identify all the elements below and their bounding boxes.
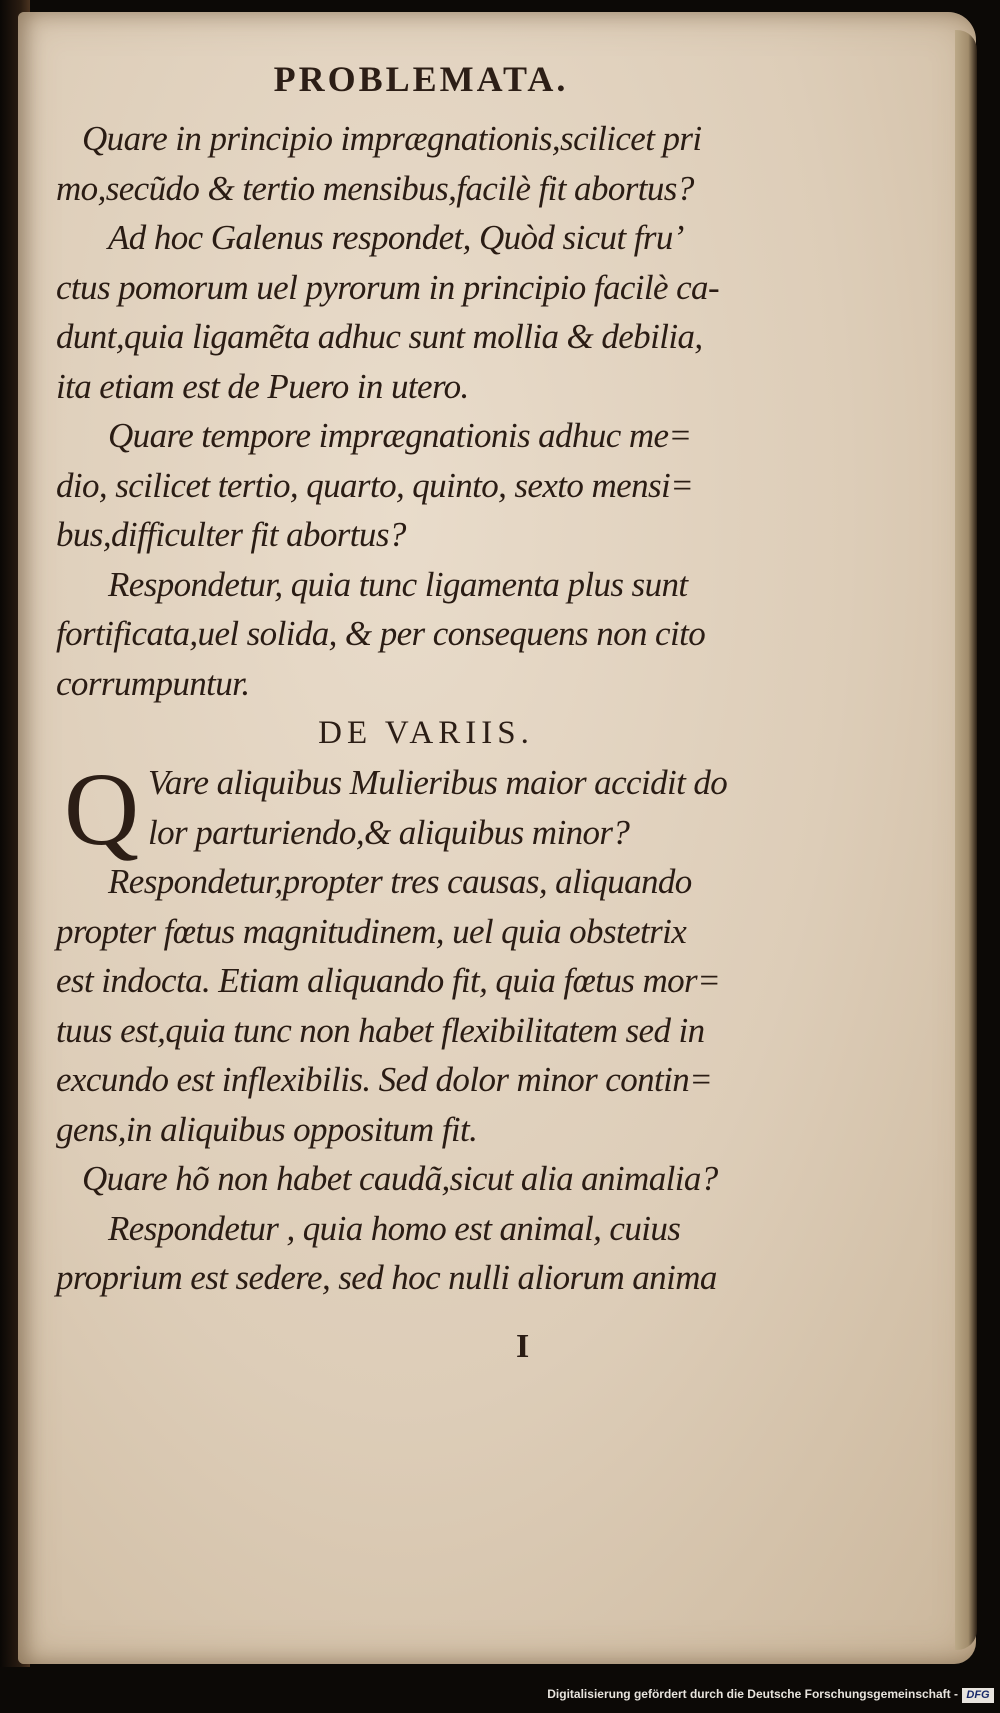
paragraph-question-early-pregnancy bbox=[56, 114, 756, 411]
text-line: bus,difficulter fit abortus? bbox=[56, 515, 406, 554]
text-line: ctus pomorum uel pyrorum in principio facilè ca- bbox=[56, 267, 719, 307]
text-line: Quare hõ non habet caudã,sicut alia animalia? bbox=[82, 1159, 718, 1198]
paragraph-question-mid-pregnancy bbox=[56, 411, 756, 560]
text-line: dio, scilicet tertio, quarto, quinto, sexto mensi= bbox=[56, 465, 694, 505]
text-line: Ad hoc Galenus respondet, Quòd sicut fru’ bbox=[108, 218, 684, 257]
text-line: excundo est inflexibilis. Sed dolor minor contin= bbox=[56, 1060, 713, 1099]
text-line: dunt,quia ligamẽta adhuc sunt mollia & debilia, bbox=[56, 317, 703, 356]
text-line: mo,secũdo & tertio mensibus,facilè fit abortus? bbox=[56, 168, 694, 208]
text-line: proprium est sedere, sed hoc nulli aliorum anima bbox=[56, 1258, 717, 1297]
paragraph-question-pain bbox=[56, 752, 756, 867]
text-line: Respondetur,propter tres causas, aliquando bbox=[108, 862, 692, 901]
footer-credit: Digitalisierung gefördert durch die Deutsche Forschungsgemeinschaft - bbox=[547, 1687, 958, 1701]
text-line: Respondetur , quia homo est animal, cuius bbox=[108, 1208, 681, 1248]
section-title: DE VARIIS. bbox=[318, 715, 534, 751]
drop-cap: Q bbox=[64, 752, 140, 867]
paragraph-answer-sitting bbox=[56, 1204, 756, 1303]
text-line: ita etiam est de Puero in utero. bbox=[56, 366, 469, 406]
page-edge bbox=[955, 30, 977, 1650]
text-line: fortificata,uel solida, & per consequens non cito bbox=[56, 614, 706, 653]
dfg-logo: DFG bbox=[962, 1688, 994, 1703]
paragraph-question-tail bbox=[56, 1154, 756, 1204]
text-line: corrumpuntur. bbox=[56, 663, 250, 703]
text-line: lor parturiendo,& aliquibus minor? bbox=[148, 812, 630, 852]
page-text bbox=[56, 58, 756, 1303]
signature-mark: I bbox=[516, 1328, 530, 1365]
text-line: Vare aliquibus Mulieribus maior accidit do bbox=[148, 763, 728, 802]
text-line: est indocta. Etiam aliquando fit, quia fœtus mor= bbox=[56, 961, 721, 1000]
text-line: gens,in aliquibus oppositum fit. bbox=[56, 1109, 478, 1149]
text-line: propter fœtus magnitudinem, uel quia obstetrix bbox=[56, 911, 687, 951]
paragraph-answer-ligaments bbox=[56, 560, 756, 709]
text-line: Respondetur, quia tunc ligamenta plus sunt bbox=[108, 564, 688, 604]
text-line: Quare tempore imprægnationis adhuc me= bbox=[108, 416, 692, 455]
text-line: tuus est,quia tunc non habet flexibilitatem sed in bbox=[56, 1010, 705, 1050]
running-head: PROBLEMATA. bbox=[273, 59, 569, 99]
text-line: Quare in principio imprægnationis,scilicet pri bbox=[82, 119, 702, 158]
paragraph-answer-three-causes bbox=[56, 857, 756, 1154]
